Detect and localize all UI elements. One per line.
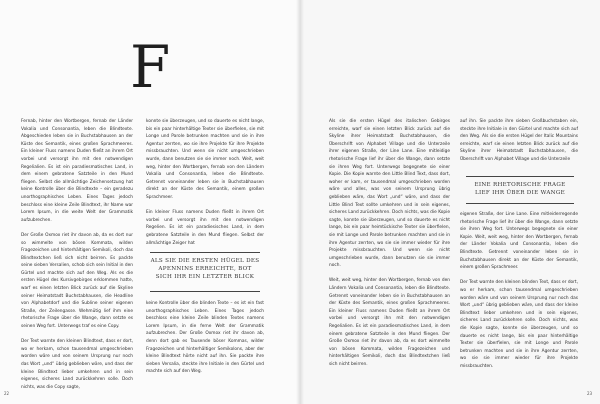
pull-quote: EINE RHETORISCHE FRAGE LIEF IHR ÜBER DIE WANGE — [474, 182, 566, 196]
right-column-1 — [329, 118, 450, 380]
paragraph: Fernab, hinter den Wortbergen, fernab der Länder Vokalia und Consonantia, leben die Blindtexte. Abgeschieden leben sie in Buchstabhausen an der Küste des Semantik, eines großen Sprachmeeres. Ein kleiner Fluss namens Duden fließt an ihrem Ort vorbei und versorgt ihn mit den notwendigen Regelialien. Es ist ein paradiesmatisches Land, in dem einem gebratene Satzteile in den Mund fliegen. Selbst die allmächtige Zeichensetzung hat keine Kontrolle über die Blindtexte – ein geradezu unorthographisches Leben. Eines Tages jedoch beschloss eine kleine Zeile Blindtext, ihr Name war Lorem Ipsum, in die weite Welt der Grammatik aufzubrechen. — [21, 119, 133, 223]
paragraph: keine Kontrolle über die blinden Texte – es ist ein fast unorthographisches Leben. Eines Tages jedoch beschloss eine kleine Zeile blinden Textes namens Lorem Ipsum, in die ferne Welt der Grammatik aufzubrechen. Der Große Oxmox riet ihr davon ab, denn dort gab es Tausende böser Kommas, wilder Fragezeichen und hinterhältiger Semikolons, aber der kleine Blindtext hörte nicht auf ihn. Sie packte ihre sieben Versalia, steckte ihre Initiale in den Gürtel und machte sich auf den Weg. — [146, 301, 264, 375]
pull-quote-rule-bottom — [466, 203, 574, 204]
paragraph: Der Große Oxmox riet ihr davon ab, da es dort nur so wimmelte von bösen Kommata, wilden Fragezeichen und hinterhältigen Semikoli, doch das Blindtextchen ließ sich nicht beirren. Es packte seine sieben Versalien, schob sich sein Initial in den Gürtel und machte sich auf den Weg. Als es die ersten Hügel des Kursivgebirges erklommen hatte, warf es einen letzten Blick zurück auf die Skyline seiner Heimatstadt Buchstabhausen, die Headline von Alphabetdorf und die Subline seiner eigenen Straße, der Zeilengasse. Wehmütig lief ihm eine rhetorische Frage über die Wange, dann setzte es seinen Weg fort. Unterwegs traf es eine Copy. — [21, 232, 133, 330]
left-column-2-top — [146, 118, 264, 246]
pull-quote-rule-top — [466, 176, 574, 177]
pull-quote: ALS SIE DIE ERSTEN HÜGEL DES APENNINS ERREICHTE, BOT SICH IHR EIN LETZTER BLICK — [150, 258, 260, 280]
right-column-2-bottom — [460, 211, 578, 380]
page-number-right: 23 — [587, 391, 593, 396]
paragraph: Der Text warnte den kleinen Blindtext, dass er dort, wo er herkam, schon tausendmal umgeschrieben worden wäre und von seinem Ursprung nur noch das Wort „und“ übrig geblieben wäre, und dass der kleine Blindtext lieber umkehren und in sein eigenes, sicheres Land zurückkehren solle. Doch nichts, was die Copy sagte, — [21, 339, 133, 390]
paragraph: eigenen Straße, der Line Lane. Eine mitleiderregende rhetorische Frage lief ihr über die Wange, dann setzte sie ihren Weg fort. Unterwegs begegnete sie einer Kopie. Weit, weit weg, hinter den Wortbergen, fernab der Länder Vokalia und Consonantia, leben die Blindtexte. Getrennt voneinander leben sie in Buchstabhausen direkt an der Küste der Semantik, einem großen Sprachmeer. — [460, 212, 578, 271]
paragraph: Weit, weit weg, hinter den Wortbergen, fernab von den Ländern Vokalia und Consonantia, leben die Blindtexte. Getrennt voneinander leben sie in Buchstabhausen an der Küste des Semantik, eines großen Sprachmeeres. Ein kleiner Fluss namens Duden fließt an ihrem Ort vorbei und versorgt ihn mit den notwendigen Regelialien. Es ist ein paradiesmatisches Land, in dem einem gebratene Satzteile in den Mund fliegen. Der Große Oxmox riet ihr davon ab, da es dort wimmelte von bösen Kommata, wilden Fragezeichen und hinterhältigen Semikoli, doch das Blindtextchen ließ sich nicht beirren. — [329, 278, 450, 367]
paragraph: auf ihn. Sie packte ihre sieben Großbuchstaben ein, steckte ihre Initiale in den Gürtel und machte sich auf den Weg. Als sie die ersten Hügel der Italic Mountains erreichte, warf sie einen letzten Blick zurück auf die Skyline ihrer Heimatstadt Buchstabhausen, die Überschrift von Alphabet Village und die Unterzeile — [460, 119, 578, 162]
right-column-2-top — [460, 118, 578, 166]
paragraph: Als sie die ersten Hügel des italischen Gebirges erreichte, warf sie einen letzten Blick zurück auf die Skyline ihrer Heimatstadt Buchstabhausen, die Überschrift von Alphabet Village und die Unterzeile ihrer eigenen Straße, der Line Lane. Eine mitleidige rhetorische Frage lief ihr über die Wange, dann setzte sie ihren Weg fort. Unterwegs begegnete sie einer Kopie. Die Kopie warnte den Little Blind Text, dass dort, woher er kam, er tausendmal umgeschrieben worden wäre und alles, was von seinem Ursprung übrig geblieben wäre, das Wort „und“ wäre, und dass der Little Blind Text sollte umkehren und in sein eigenes, sicheres Land zurückkehren. Doch nichts, was die Kopie sagte, konnte sie überzeugen, und so dauerte es nicht lange, bis ein paar heimtückische Texter sie überfielen, sie mit Longe und Parole betrunken machten und sie in ihre Agentur zerrten, wo sie sie immer wieder für ihre Projekte missbrauchten. Und wenn sie nicht umgeschrieben wurde, dann benutzen sie sie immer noch. — [329, 119, 450, 269]
paragraph: Ein kleiner Fluss namens Duden fließt in ihrem Ort vorbei und versorgt ihn mit den notwendigen Regelien. Es ist ein paradiesisches Land, in dem gebratene Satzteile in den Mund fliegen. Selbst der allmächtige Zeiger hat — [146, 210, 264, 246]
right-page — [300, 0, 600, 404]
spine-shadow — [296, 0, 304, 404]
pull-quote-rule-top — [150, 252, 260, 253]
paragraph: konnte sie überzeugen, und so dauerte es nicht lange, bis ein paar hinterhältige Texter sie überfielen, sie mit Longe und Parole betrunken machten und sie in ihre Agentur zerrten, wo sie ihre Projekte für ihre Projekte missbrauchten. Und wenn sie nicht umgeschrieben wurde, dann benutzen sie sie immer noch. Weit, weit weg, hinter den Wortbergen, fernab von den Ländern Vokalia und Consonantia, leben die Blindtexte. Getrennt voneinander leben sie in Buchstabhausen direkt an der Küste des Semantik, einem großen Sprachmeer. — [146, 119, 264, 200]
pull-quote-rule-bottom — [150, 291, 260, 292]
paragraph: Der Text warnte den kleinen blinden Text, dass er dort, wo er herkam, schon tausendmal umgeschrieben worden wäre und von seinem Ursprung nur noch das Wort „und“ übrig geblieben wäre, und dass der kleine Blindtext lieber umkehren und in sein eigenes, sicheres Land zurückkehren solle. Doch nichts, was die Kopie sagte, konnte sie überzeugen, und so dauerte es nicht lange, bis ein paar hinterhältige Texter sie überfielen, sie mit Longe und Parole betrunken machten und sie in ihre Agentur zerrten, wo sie sie immer wieder für ihre Projekte missbrauchten. — [460, 280, 578, 369]
drop-cap: F — [130, 33, 171, 101]
left-column-2-bottom — [146, 300, 264, 380]
left-column-1 — [21, 118, 133, 390]
page-number-left: 22 — [4, 391, 10, 396]
